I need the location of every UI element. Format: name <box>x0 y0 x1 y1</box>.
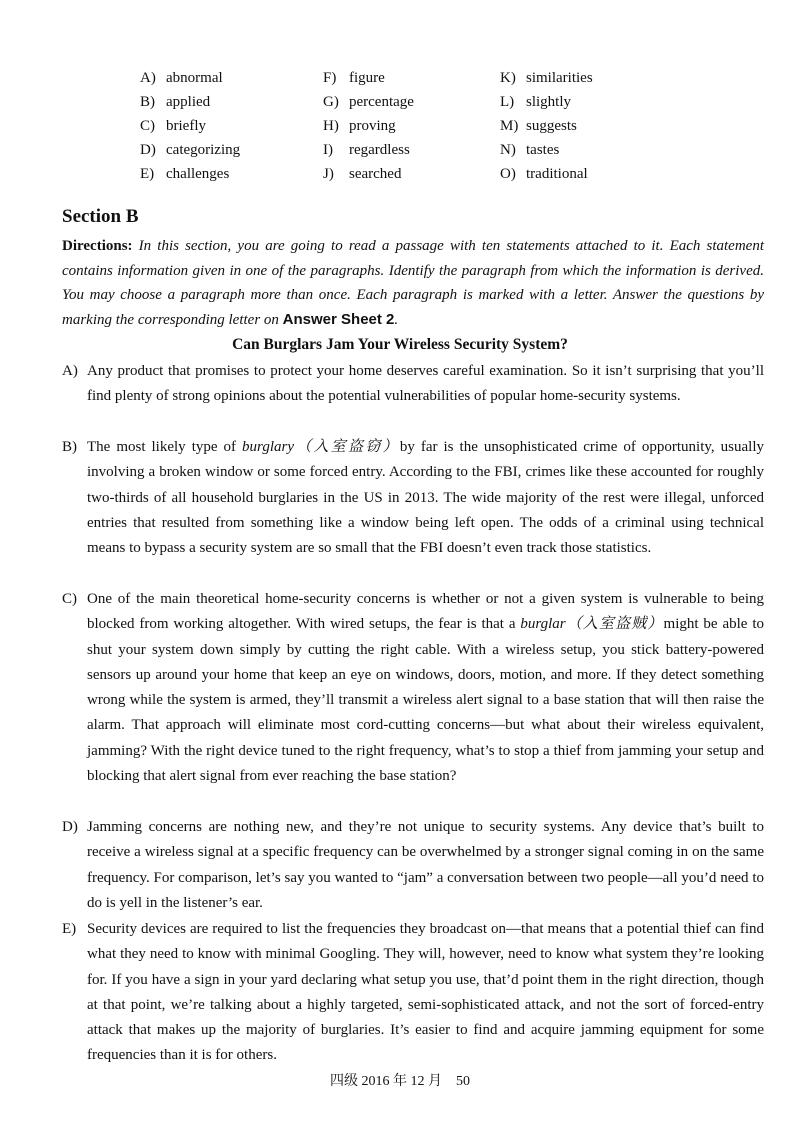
paragraph-text: The most likely type of <box>87 439 243 455</box>
chinese-gloss: （入室盗贼） <box>565 616 664 633</box>
word-bank-option <box>140 90 240 114</box>
option-word: challenges <box>166 166 230 182</box>
paragraph-letter: C) <box>62 591 77 607</box>
option-word: slightly <box>526 94 572 110</box>
word-bank-column <box>323 66 414 186</box>
word-bank-option <box>500 114 593 138</box>
paragraph-letter: A) <box>62 363 78 379</box>
paragraph-text: Jamming concerns are nothing new, and they’re not unique to security systems. Any device that’s built to receive a wireless signal at a specific frequency can be overwhelmed by a stronger signal coming in on the same frequency. For comparison, let’s say you wanted to “jam” a conversation between two people—all you’d need to do is yell in the listener’s ear. <box>87 819 764 911</box>
paragraph-text: One of the main theoretical home-security concerns is whether or not a given system is vulnerable to being blocked from working altogether. With wired setups, the fear is that a <box>87 591 764 633</box>
word-bank <box>140 66 660 186</box>
word-bank-option <box>500 90 593 114</box>
word-bank-option <box>500 66 593 90</box>
option-letter: C) <box>140 118 155 134</box>
paragraph-letter: E) <box>62 921 77 937</box>
word-bank-option <box>323 162 414 186</box>
word-bank-option <box>140 162 240 186</box>
option-letter: G) <box>323 94 339 110</box>
paragraph-text: Any product that promises to protect your home deserves careful examination. So it isn’t surprising that you’ll find plenty of strong opinions about the potential vulnerabilities of popular home-security systems. <box>87 363 764 405</box>
answer-sheet-label: Answer Sheet 2 <box>282 310 395 328</box>
paragraph-c <box>62 587 764 789</box>
paragraph-a <box>62 359 764 410</box>
option-word: traditional <box>526 166 588 182</box>
option-word: percentage <box>349 94 414 110</box>
paragraph-text: might be able to shut your system down simply by cutting the right cable. With a wireless setup, you stick battery-powered sensors up around your home that keep an eye on windows, doors, motion, and more. If they detect something wrong while the system is armed, they’ll transmit a wireless alert signal to a base station that will then raise the alarm. That approach will eliminate most cord-cutting concerns—but what about their wireless equivalent, jamming? With the right device tuned to the right frequency, what’s to stop a thief from jamming your setup and blocking that alert signal from ever reaching the base station? <box>87 616 764 785</box>
word-bank-option <box>323 114 414 138</box>
option-letter: D) <box>140 142 156 158</box>
option-word: proving <box>349 118 396 134</box>
option-letter: E) <box>140 166 155 182</box>
word-bank-option <box>500 138 593 162</box>
option-letter: M) <box>500 118 519 134</box>
word-bank-column <box>140 66 240 186</box>
option-word: tastes <box>526 142 560 158</box>
directions-label: Directions: <box>62 238 133 254</box>
option-letter: L) <box>500 94 515 110</box>
directions-end: . <box>394 311 399 328</box>
section-title: Section B <box>62 206 139 227</box>
option-letter: F) <box>323 70 337 86</box>
option-letter: K) <box>500 70 516 86</box>
passage-title: Can Burglars Jam Your Wireless Security System? <box>232 336 568 353</box>
word-bank-option <box>140 114 240 138</box>
word-bank-option <box>140 66 240 90</box>
word-bank-column <box>500 66 593 186</box>
paragraph-e <box>62 917 764 1069</box>
option-letter: I) <box>323 142 333 158</box>
option-word: applied <box>166 94 211 110</box>
word-bank-option <box>140 138 240 162</box>
word-bank-option <box>323 66 414 90</box>
glossed-term: burglary <box>242 439 294 455</box>
paragraph-letter: B) <box>62 439 77 455</box>
option-word: similarities <box>526 70 593 86</box>
paragraph-text: Security devices are required to list the frequencies they broadcast on—that means that a potential thief can find what they need to know with minimal Googling. They will, however, need to know what system they’re looking for. If you have a sign in your yard declaring what setup you use, that’d point them in the right direction, though at that point, we’re talking about a highly targeted, semi-sophisticated attack, and not the sort of forced-entry attack that makes up the majority of burglaries. It’s easier to find and acquire jamming equipment for some frequencies than it is for others. <box>87 921 764 1064</box>
option-word: figure <box>349 70 385 86</box>
option-word: abnormal <box>166 70 223 86</box>
option-letter: N) <box>500 142 516 158</box>
glossed-term: burglar <box>520 616 566 633</box>
paragraph-text: by far is the unsophisticated crime of opportunity, usually involving a broken window or some forced entry. According to the FBI, crimes like these accounted for roughly two-thirds of all household burglaries in the US in 2013. The wide majority of the rest were illegal, unforced entries that resulted from something like a window being left open. The odds of a criminal using technical means to bypass a security system are so small that the FBI doesn’t even track those statistics. <box>87 439 764 557</box>
paragraph-d <box>62 815 764 916</box>
option-letter: H) <box>323 118 339 134</box>
option-letter: O) <box>500 166 516 182</box>
word-bank-option <box>323 90 414 114</box>
directions <box>62 234 764 332</box>
option-word: categorizing <box>166 142 241 158</box>
option-word: suggests <box>526 118 577 134</box>
word-bank-option <box>500 162 593 186</box>
directions-text: In this section, you are going to read a passage with ten statements attached to it. Each statement contains information given in one of the paragraphs. Identify the paragraph from which the information is derived. You may choose a paragraph more than once. Each paragraph is marked with a letter. Answer the questions by marking the corresponding letter on <box>62 238 764 328</box>
option-word: searched <box>349 166 402 182</box>
chinese-gloss: （入室盗窃） <box>294 439 400 455</box>
option-letter: B) <box>140 94 155 110</box>
option-word: briefly <box>166 118 206 134</box>
paragraph-b <box>62 435 764 561</box>
option-letter: J) <box>323 166 334 182</box>
option-letter: A) <box>140 70 156 86</box>
option-word: regardless <box>349 142 410 158</box>
page-footer: 四级 2016 年 12 月 50 <box>330 1074 470 1089</box>
paragraph-letter: D) <box>62 819 78 835</box>
word-bank-option <box>323 138 414 162</box>
